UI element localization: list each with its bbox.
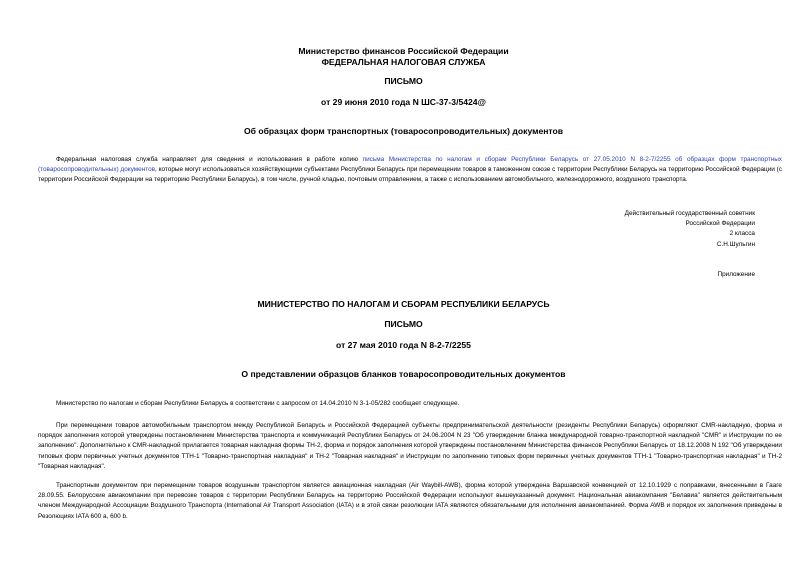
appendix-subject: О представлении образцов бланков товаросопроводительных документов [241,369,566,379]
doc-type: ПИСЬМО [384,76,423,86]
intro-paragraph [38,155,782,186]
letter-link[interactable]: письма Министерства по налогам и сборам Республики Беларусь от 27.05.2010 N 8-2-7/2255 об образцах форм транспортных (товаросопроводительных) документов [38,156,782,174]
paragraph-2 [38,421,782,472]
appendix-date-number: от 27 мая 2010 года N 8-2-7/2255 [336,340,471,350]
doc-date-number: от 29 июня 2010 года N ШС-37-3/5424@ [321,97,486,107]
appendix-doc-type: ПИСЬМО [384,319,423,329]
signature-title: Действительный государственный советник [624,210,755,217]
paragraph-2-text: При перемещении товаров автомобильным транспортом между Республикой Беларусь и Российской Федерацией субъекты предпринимательской деятельности (резиденты Республики Беларусь) оформляют CMR-накладную, форма и порядок заполнения которой утверждены постановлением Министерства транспорта и коммуникаций Республики Беларусь от 24.06.2004 N 23 "Об утверждении бланка международной товарно-транспортной накладной "CMR" и Инструкции по ее заполнению". Дополнительно к CMR-накладной прилагается товарная накладная формы ТН-2, форма и порядок заполнения которой утверждены постановлением Министерства финансов Республики Беларусь от 18.12.2008 N 192 "Об утверждении типовых форм первичных учетных документов ТТН-1 "Товарно-транспортная накладная" и ТН-2 "Товарная накладная" и Инструкции по заполнению типовых форм первичных учетных документов ТТН-1 "Товарно-транспортная накладная" и ТН-2 "Товарная накладная". [38,422,782,470]
signature-country: Российской Федерации [685,220,755,228]
service-heading: ФЕДЕРАЛЬНАЯ НАЛОГОВАЯ СЛУЖБА [321,57,486,67]
appendix-label: Приложение [717,271,755,278]
intro-text-start: Федеральная налоговая служба направляет для сведения и использования в работе копию [56,156,363,163]
signature-name: С.Н.Шульгин [716,240,755,248]
paragraph-1 [38,399,782,409]
intro-text-end: , которые могут использоваться хозяйствующими субъектами Республики Беларусь при перемещении товаров в таможенном союзе с территории Республики Беларусь на территорию Российской Федерации (с территории Российской Федерации на территорию Республики Беларусь), в том числе, ручной кладью, почтовым отправлением, а также с использованием автомобильного, железнодорожного, воздушного транспорта. [38,166,782,184]
doc-subject: Об образцах форм транспортных (товаросопроводительных) документов [243,126,564,136]
appendix-ministry: МИНИСТЕРСТВО ПО НАЛОГАМ И СБОРАМ РЕСПУБЛИКИ БЕЛАРУСЬ [257,299,550,309]
paragraph-3-text: Транспортным документом при перемещении товаров воздушным транспортом является авиационная накладная (Air Waybill-AWB), форма которой утверждена Варшавской конвенцией от 12.10.1929 с поправками, внесенными в Гааге 28.09.55. Белорусские авиакомпании при перевозке товаров с территории Республики Беларусь на территорию Российской Федерации используют вышеуказанный документ. Национальная авиакомпания "Белавиа" является действительным членом Международной Ассоциации Воздушного Транспорта (International Air Transport Association (IATA) и в этой связи резолюции IATA являются обязательными для исполнения авиакомпанией. Форма AWB и порядок их заполнения приведены в Резолюциях IATA 600 а, 600 b. [38,482,782,520]
paragraph-1-text: Министерство по налогам и сборам Республики Беларусь в соответствии с запросом от 14.04.2010 N 3-1-05/282 сообщает следующее. [56,400,460,407]
paragraph-3 [38,481,782,522]
signature-class: 2 класса [729,230,755,238]
signature-block [625,209,755,250]
ministry-heading: Министерство финансов Российской Федерации [298,46,509,56]
